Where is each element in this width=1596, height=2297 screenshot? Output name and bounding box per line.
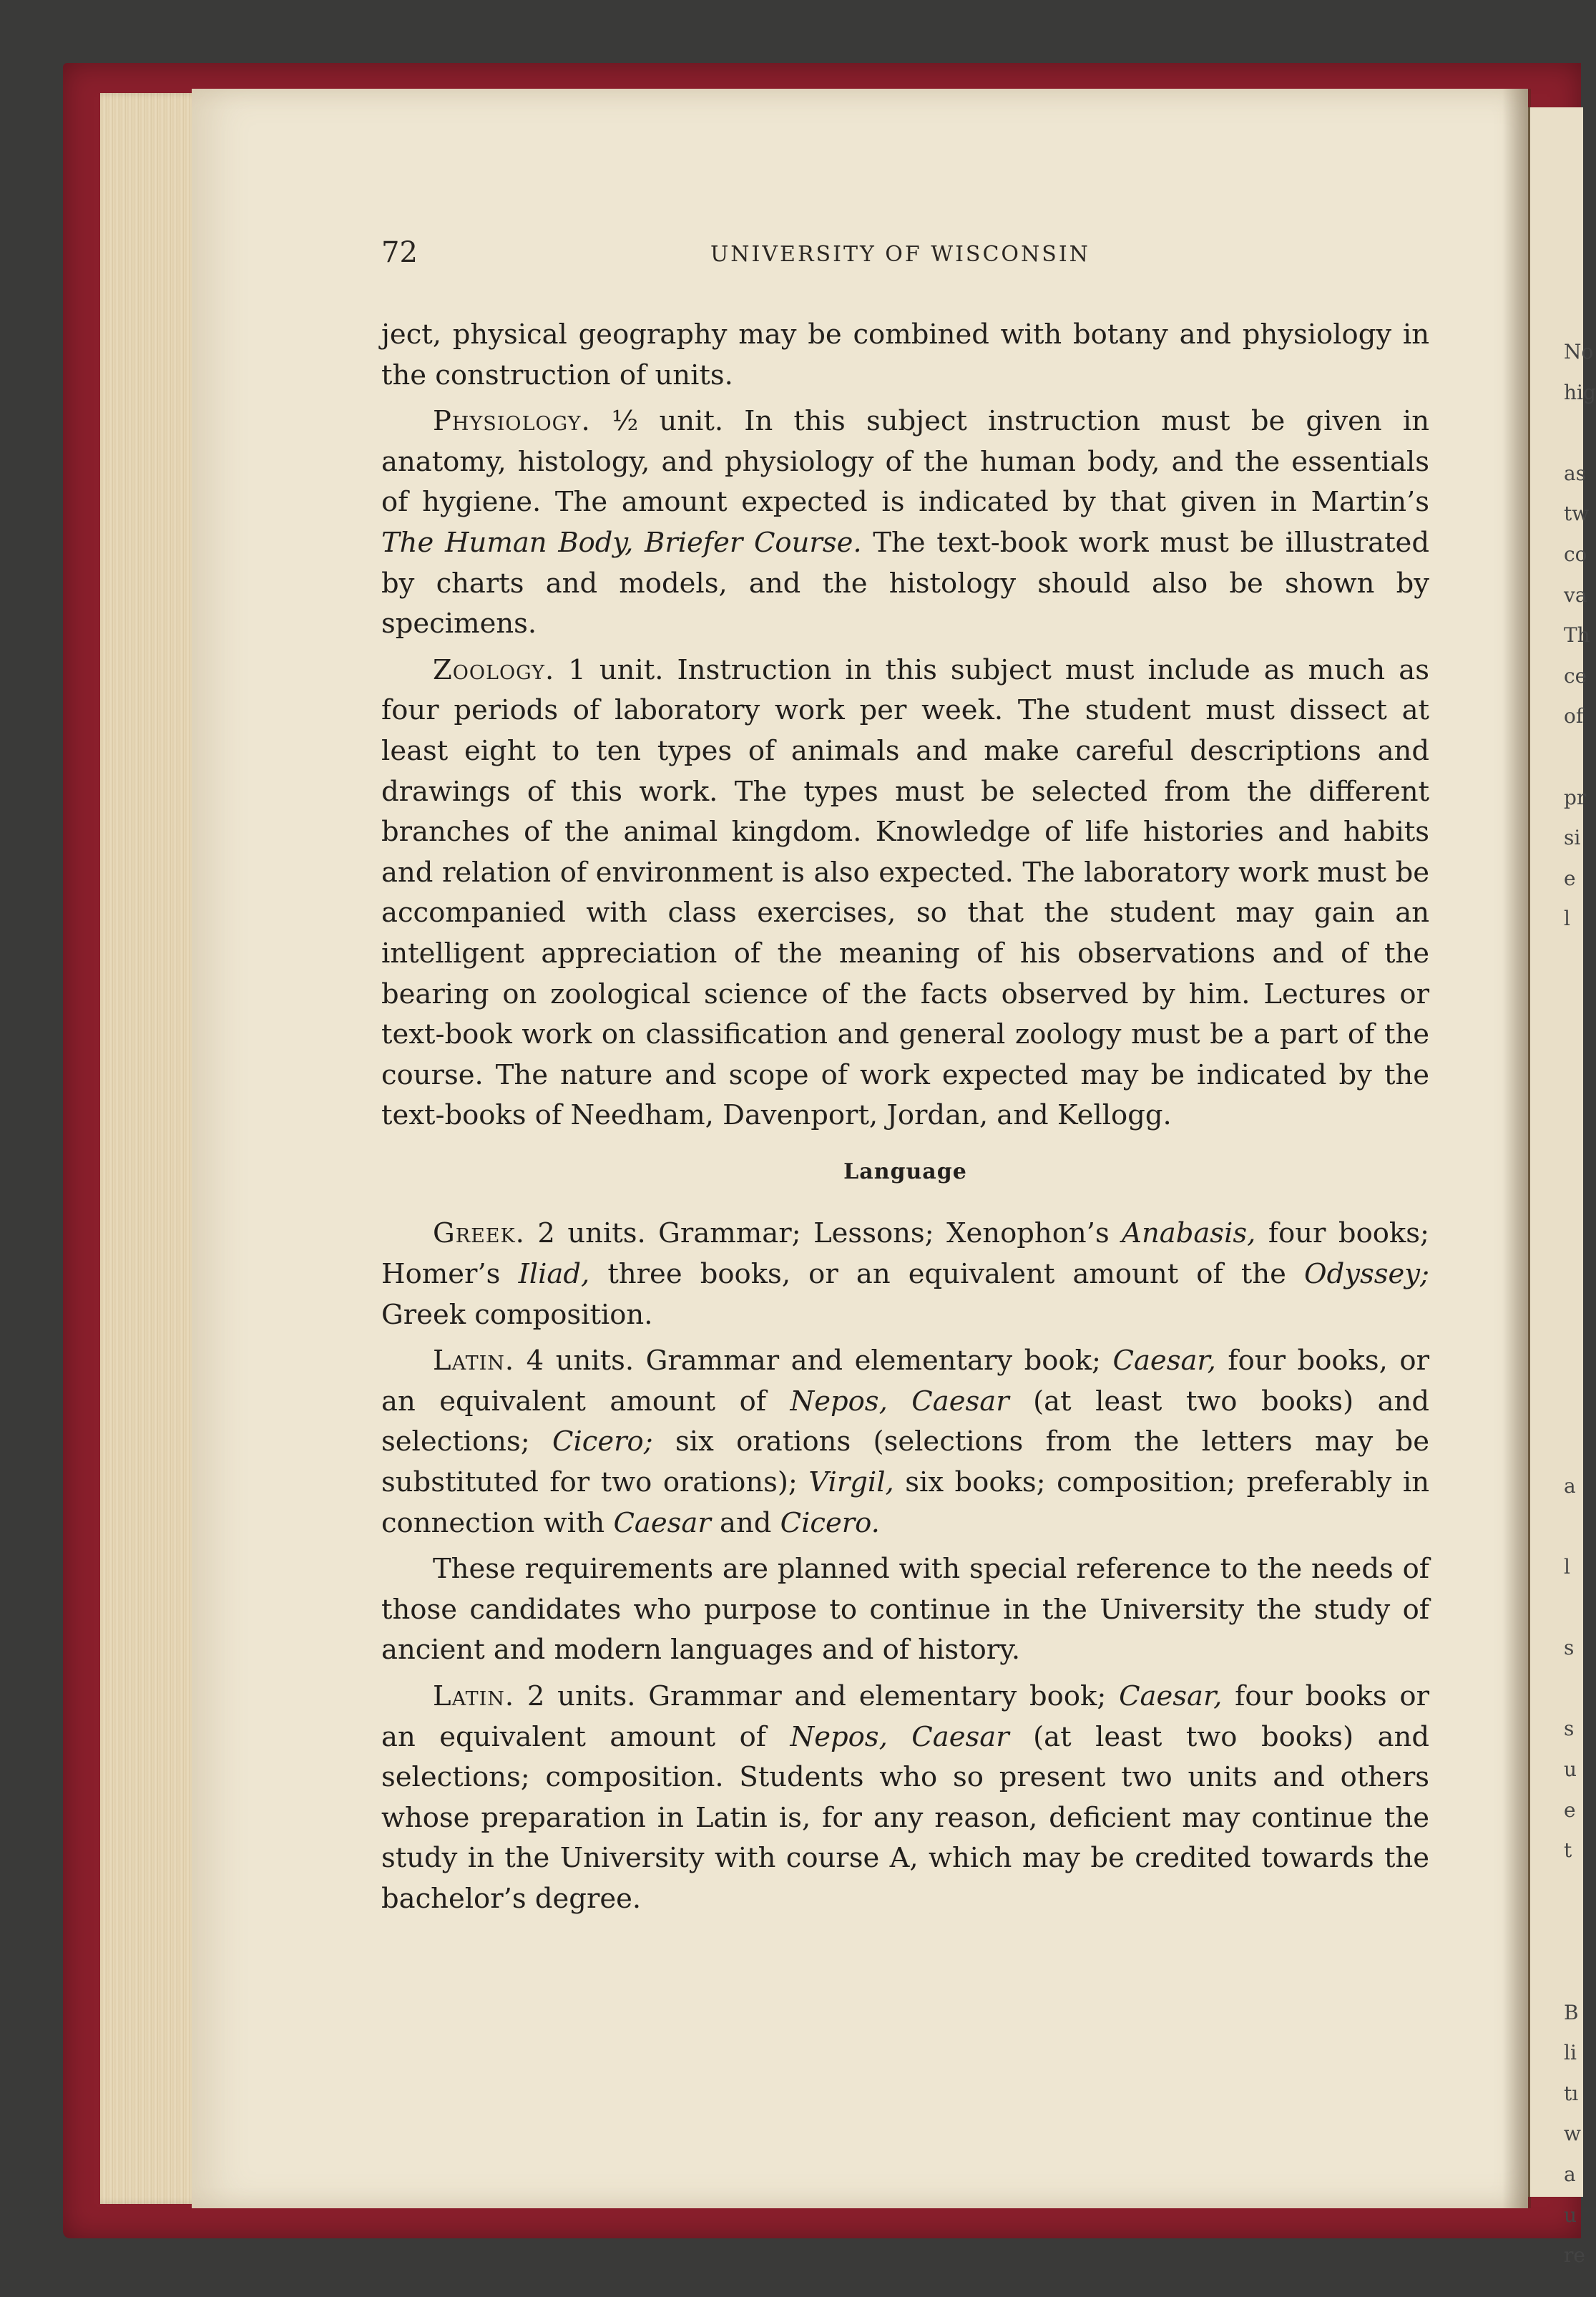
book-title: Anabasis, (1122, 1217, 1256, 1250)
paragraph-latin-2-units (381, 1677, 1429, 1920)
paragraph-text: (at least two books) and selections; (381, 1385, 1429, 1458)
book-title: Nepos, Caesar (790, 1385, 1009, 1418)
paragraph-text: (at least two books) and selections; composition. Students who so present two units and others whose preparation in Latin is, for any reason, deficient may continue the study in the University with course A, which may be credited towards the bachelor’s degree. (381, 1720, 1429, 1915)
book-title: Virgil, (808, 1466, 894, 1499)
next-page-edge (1528, 107, 1583, 2197)
paragraph-text: three books, or an equivalent amount of the (589, 1258, 1305, 1291)
book-title: Odyssey; (1304, 1258, 1429, 1291)
paragraph-latin-4-units (381, 1341, 1429, 1543)
entry-heading: Zoology. (433, 653, 555, 686)
running-header (381, 236, 1433, 279)
paragraph-text: six orations (selections from the letters may be substituted for two orations); (381, 1425, 1429, 1499)
next-page-fragment: va (1564, 582, 1587, 607)
next-page-fragment: s (1564, 1717, 1575, 1741)
book-title: Caesar, (1112, 1345, 1216, 1377)
paragraph-text: six books; composition; preferably in connection with (381, 1466, 1430, 1539)
next-page-fragment: of (1564, 704, 1584, 728)
next-page-fragment: B (1564, 2000, 1579, 2024)
section-heading: Language (843, 1159, 967, 1184)
paragraph-text: ½ unit. In this subject instruction must be given in anatomy, histology, and physiology of the human body, and the essentials of hygiene. The amount expected is indicated by that given in Martin’s (381, 405, 1429, 519)
entry-heading: Greek. (433, 1217, 525, 1250)
book-title: Iliad, (518, 1258, 590, 1291)
next-page-fragment: No (1564, 340, 1594, 364)
paragraph-text: The text-book work must be illustrated by charts and models, and the histology should also be shown by specimens. (381, 526, 1429, 640)
next-page-fragment: t (1564, 1838, 1572, 1863)
next-page-fragment: tw (1564, 502, 1590, 526)
book-title: Cicero. (780, 1506, 880, 1539)
next-page-fragment: hig (1564, 380, 1596, 404)
paragraph-text: Greek composition. (381, 1298, 653, 1331)
paragraph-physiology (381, 401, 1429, 645)
paragraph-text: and (710, 1506, 780, 1539)
next-page-fragment: si (1564, 826, 1581, 850)
next-page-fragment: co (1564, 542, 1587, 566)
next-page-fragment: as (1564, 461, 1587, 485)
book-title: Cicero; (552, 1425, 653, 1458)
next-page-fragment: e (1564, 1798, 1576, 1822)
next-page-fragment: l (1564, 907, 1570, 931)
next-page-fragment: pr (1564, 785, 1587, 809)
next-page-fragment: li (1564, 2041, 1577, 2065)
next-page-fragment: e (1564, 866, 1576, 890)
book-title: Caesar (613, 1506, 711, 1539)
next-page-fragment: a (1564, 1473, 1576, 1498)
paragraph-text: 1 unit. Instruction in this subject must include as much as four periods of laboratory work per week. The student must dissect at least eight to ten types of animals and make careful descriptions and drawings of this work. The types must be selected from the different branches of the animal kingdom. Knowledge of life histories and habits and relation of environment is also expected. The laboratory work must be accompanied with class exercises, so that the student may gain an intelligent appreciation of the meaning of his observations and of the bearing on zoological science of the facts observed by him. Lectures or text-book work on classification and general zoology must be a part of the course. The nature and scope of work expected may be indicated by the text-books of Needham, Davenport, Jordan, and Kellogg. (381, 653, 1429, 1132)
paragraph-text: four books, or an equivalent amount of (381, 1345, 1429, 1418)
next-page-fragment: w (1564, 2122, 1581, 2146)
next-page-fragment: Th (1564, 623, 1590, 648)
paragraph-zoology (381, 650, 1429, 1136)
paragraph-text: 4 units. Grammar and elementary book; (514, 1345, 1113, 1377)
next-page-fragment: u (1564, 1757, 1577, 1781)
paragraph-requirements-note: These requirements are planned with special reference to the needs of those candidates who purpose to continue in the University the study of ancient and modern languages and of history. (381, 1553, 1429, 1667)
running-title: UNIVERSITY OF WISCONSIN (710, 242, 1090, 267)
page-number: 72 (381, 236, 418, 269)
gutter-shadow (1502, 89, 1531, 2208)
entry-heading: Latin. (433, 1345, 515, 1377)
next-page-fragment: tı (1564, 2081, 1579, 2105)
paragraph-text: four books; Homer’s (381, 1217, 1429, 1291)
paragraph-text: four books or an equivalent amount of (381, 1680, 1430, 1753)
book-title: Nepos, Caesar (790, 1720, 1009, 1753)
next-page-fragment: re (1564, 2243, 1585, 2268)
page-body (381, 315, 1429, 1920)
next-page-fragment: u (1564, 2203, 1577, 2227)
next-page-fragment: l (1564, 1555, 1570, 1579)
next-page-fragment: a (1564, 2162, 1576, 2186)
next-page-fragment: ce (1564, 663, 1587, 688)
paragraph-continuation: ject, physical geography may be combined with botany and physiology in the construction of units. (381, 318, 1429, 391)
entry-heading: Latin. (433, 1680, 515, 1712)
book-title: The Human Body, Briefer Course. (381, 526, 862, 559)
entry-heading: Physiology. (433, 405, 591, 438)
paragraph-greek (381, 1214, 1429, 1335)
book-title: Caesar, (1119, 1680, 1223, 1712)
paragraph-text: 2 units. Grammar and elementary book; (514, 1680, 1120, 1712)
paragraph-text: 2 units. Grammar; Lessons; Xenophon’s (524, 1217, 1122, 1250)
next-page-fragment: s (1564, 1636, 1575, 1660)
